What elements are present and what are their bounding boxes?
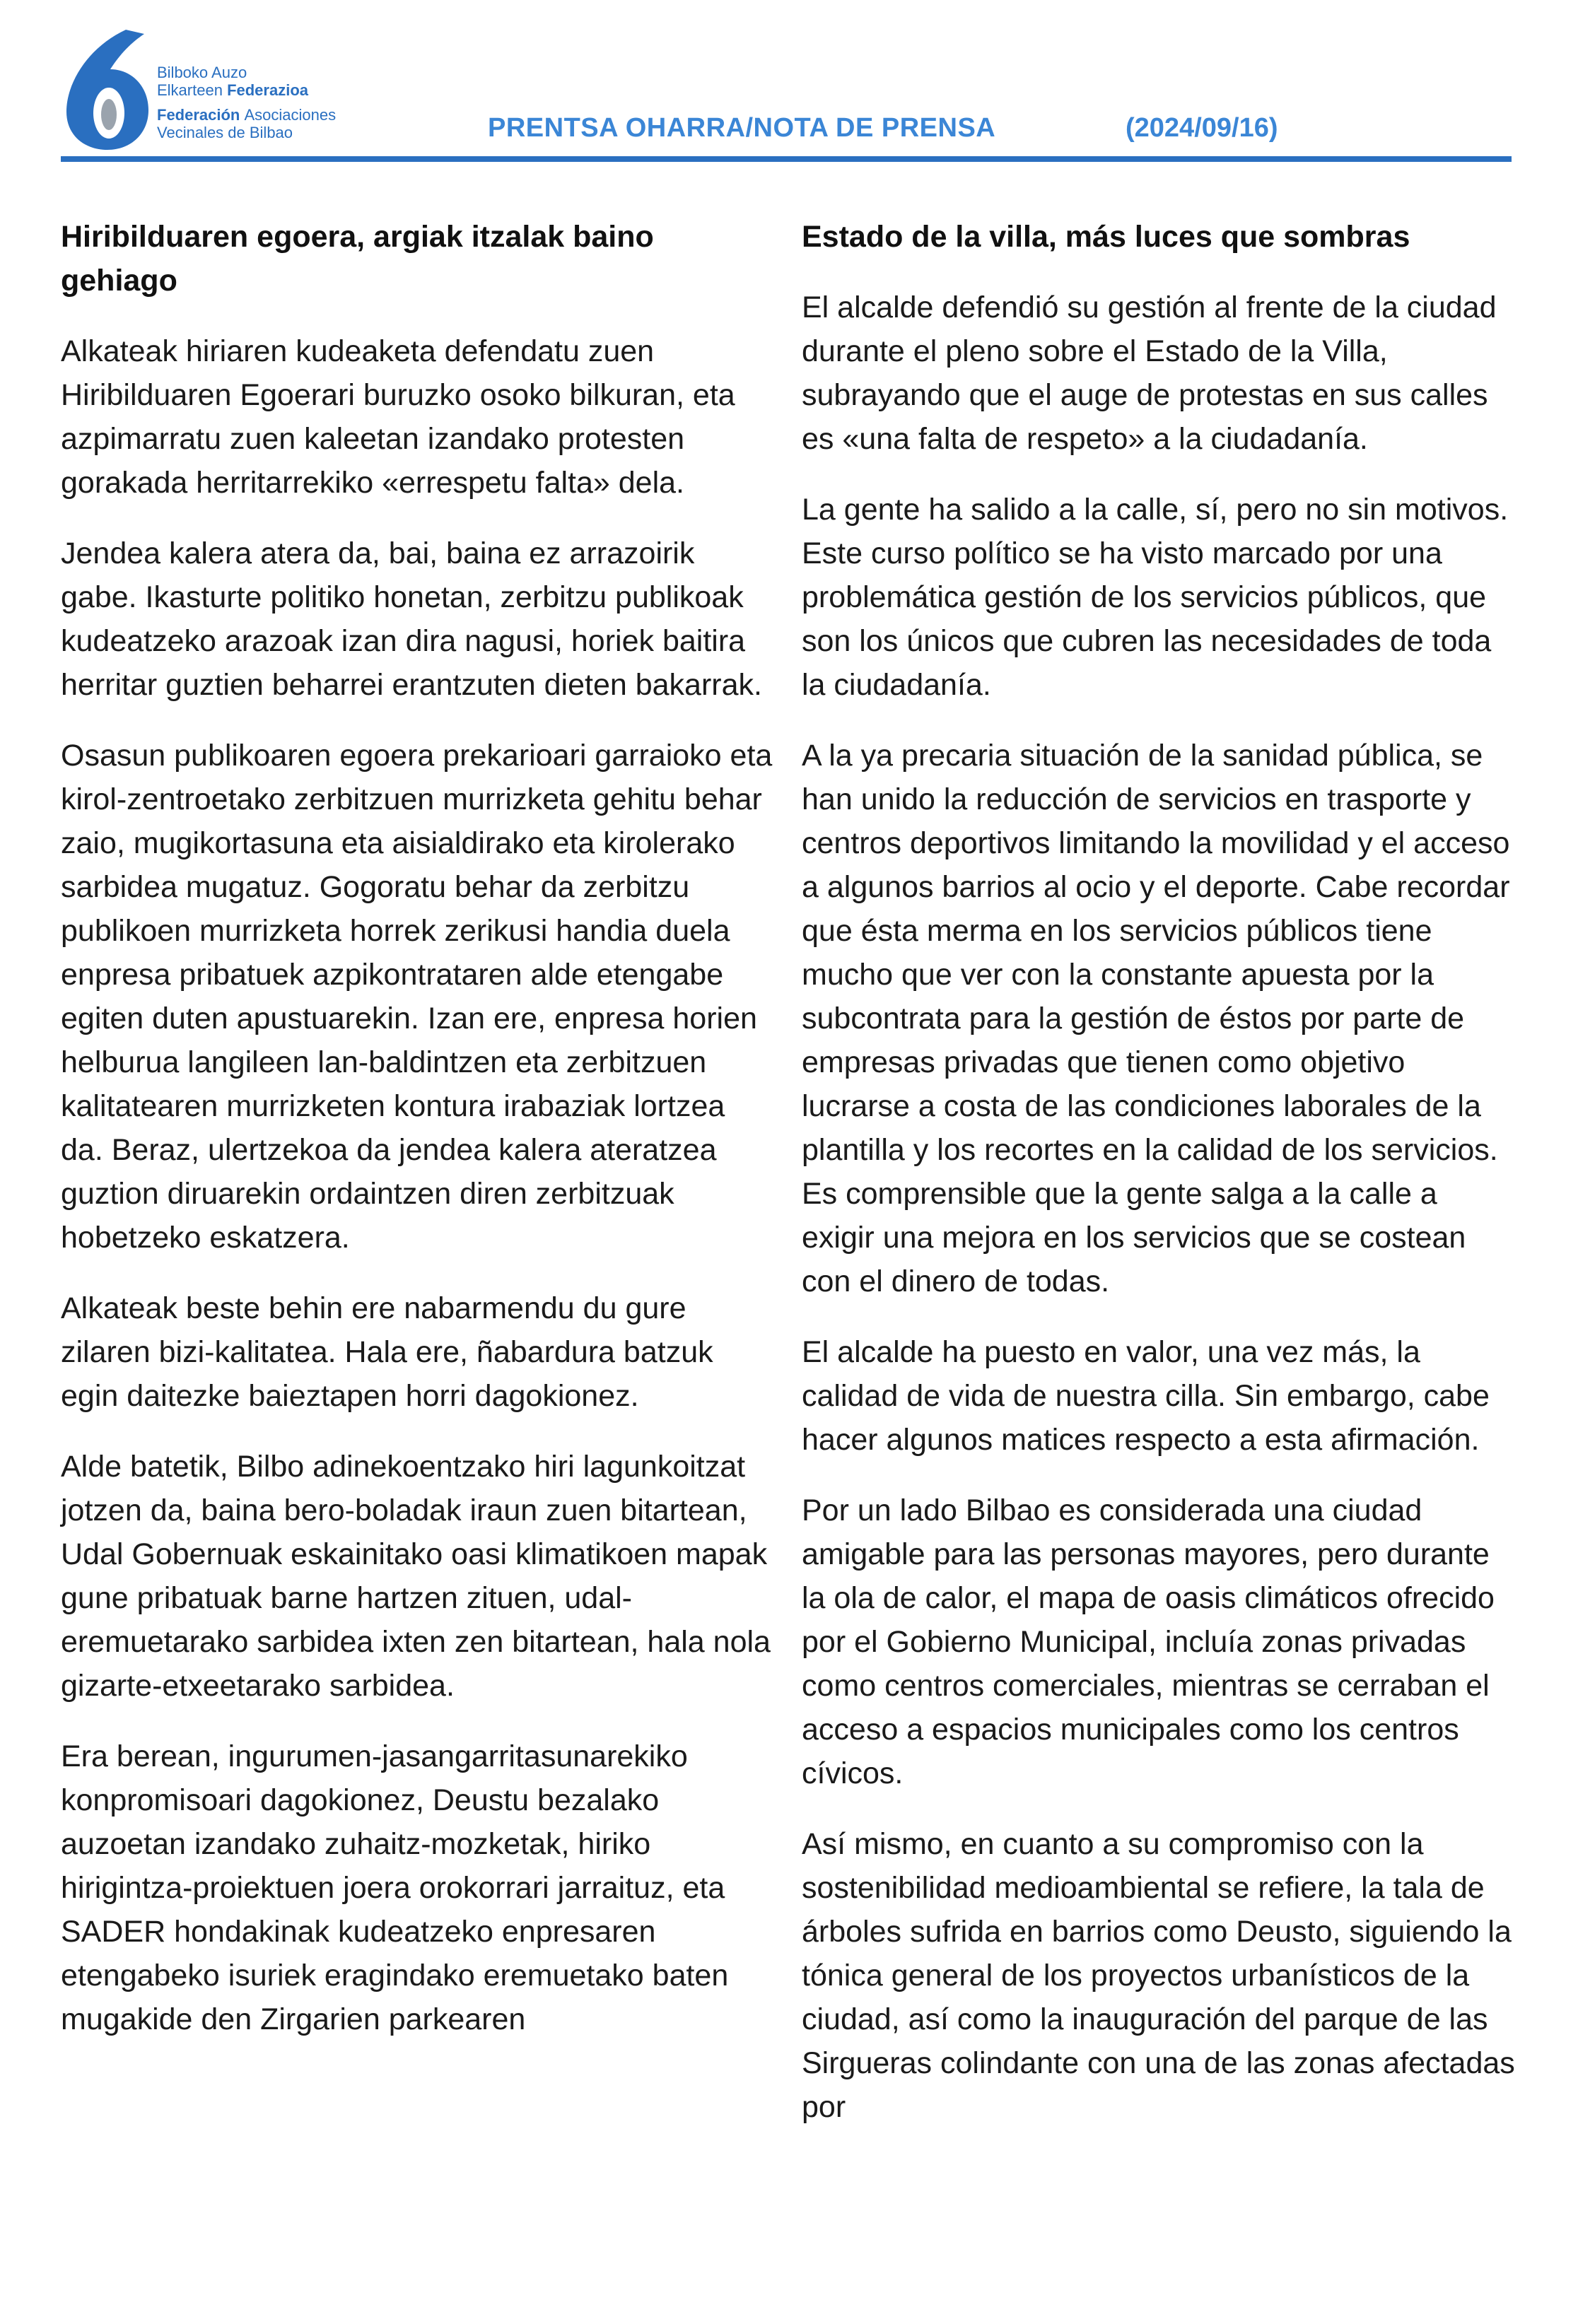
logo-line-3: Federación Asociaciones [157,106,337,124]
spanish-paragraph-6: Así mismo, en cuanto a su compromiso con la sostenibilidad medioambiental se refiere, la tala de árboles sufrida en barrios como Deusto, siguiendo la tónica general de los proyectos urbanísticos de la ciudad, así como la inauguración del parque de las Sirgueras colindante con una de las zonas afectadas por [802,1827,1515,2124]
spanish-paragraph-3: A la ya precaria situación de la sanidad pública, se han unido la reducción de servicios en trasporte y centros deportivos limitando la movilidad y el acceso a algunos barrios al ocio y el deporte. Cabe recordar que ésta merma en los servicios públicos tiene mucho que ver con la constante apuesta por la subcontrata para la gestión de éstos por parte de empresas privadas que tienen como objetivo lucrarse a costa de las condiciones laborales de la plantilla y los recortes en la calidad de los servicios. Es comprensible que la gente salga a la calle a exigir una mejora en los servicios que se costean con el dinero de todas. [802,739,1510,1298]
spanish-paragraph-4: El alcalde ha puesto en valor, una vez más, la calidad de vida de nuestra cilla. Sin embargo, cabe hacer algunos matices respecto a esta afirmación. [802,1335,1490,1457]
logo-wordmark [157,64,369,141]
basque-paragraph-4: Alkateak beste behin ere nabarmendu du gure zilaren bizi-kalitatea. Hala ere, ñabardura batzuk egin daitezke baieztapen horri dagokionez. [61,1291,713,1413]
basque-column [61,215,775,2068]
spanish-paragraph-1: El alcalde defendió su gestión al frente de la ciudad durante el pleno sobre el Estado de la Villa, subrayando que el auge de protestas en sus calles es «una falta de respeto» a la ciudadanía. [802,290,1497,456]
spanish-heading: Estado de la villa, más luces que sombras [802,220,1410,254]
basque-paragraph-1: Alkateak hiriaren kudeaketa defendatu zuen Hiribilduaren Egoerari buruzko osoko bilkuran, eta azpimarratu zuen kaleetan izandako protesten gorakada herritarrekiko «errespetu falta» dela. [61,334,735,500]
spanish-column [802,215,1516,2156]
federation-logo-icon [61,25,160,153]
basque-paragraph-6: Era berean, ingurumen-jasangarritasunarekiko konpromisoari dagokionez, Deustu bezalako auzoetan izandako zuhaitz-mozketak, hiriko hirigintza-proiektuen joera orokorrari jarraituz, eta SADER hondakinak kudeatzeko enpresaren etengabeko isuriek eragindako eremuetako baten mugakide den Zirgarien parkearen [61,1739,729,2036]
logo-line-1: Bilboko Auzo [157,64,247,81]
basque-paragraph-2: Jendea kalera atera da, bai, baina ez arrazoirik gabe. Ikasturte politiko honetan, zerbitzu publikoak kudeatzeko arazoak izan dira nagusi, horiek baitira herritar guztien beharrei erantzuten dieten bakarrak. [61,536,762,702]
spanish-paragraph-2: La gente ha salido a la calle, sí, pero no sin motivos. Este curso político se ha visto marcado por una problemática gestión de los servicios públicos, que son los únicos que cubren las necesidades de toda la ciudadanía. [802,493,1509,702]
page-header [0,0,1578,167]
logo-line-4: Vecinales de Bilbao [157,124,293,141]
logo-line-2: Elkarteen Federazioa [157,81,308,99]
document-title: PRENTSA OHARRA/NOTA DE PRENSA [488,113,996,143]
header-divider [61,156,1512,162]
basque-paragraph-3: Osasun publikoaren egoera prekarioari garraioko eta kirol-zentroetako zerbitzuen murrizketa gehitu behar zaio, mugikortasuna eta aisialdirako eta kirolerako sarbidea mugatuz. Gogoratu behar da zerbitzu publikoen murrizketa horrek zerikusi handia duela enpresa pribatuek azpikontrataren alde etengabe egiten duten apustuarekin. Izan ere, enpresa horien helburua langileen lan-baldintzen eta zerbitzuen kalitatearen murrizketen kontura irabaziak lortzea da. Beraz, ulertzekoa da jendea kalera ateratzea guztion diruarekin ordaintzen diren zerbitzuak hobetzeko eskatzera. [61,739,773,1255]
basque-paragraph-5: Alde batetik, Bilbo adinekoentzako hiri lagunkoitzat jotzen da, baina bero-boladak iraun zuen bitartean, Udal Gobernuak eskainitako oasi klimatikoen mapak gune pribatuak barne hartzen zituen, udal-eremuetarako sarbidea ixten zen bitartean, hala nola gizarte-etxeetarako sarbidea. [61,1450,771,1703]
document-date: (2024/09/16) [1126,113,1278,143]
basque-heading: Hiribilduaren egoera, argiak itzalak baino gehiago [61,220,654,298]
spanish-paragraph-5: Por un lado Bilbao es considerada una ciudad amigable para las personas mayores, pero durante la ola de calor, el mapa de oasis climáticos ofrecido por el Gobierno Municipal, incluía zonas privadas como centros comerciales, mientras se cerraban el acceso a espacios municipales como los centros cívicos. [802,1493,1495,1790]
